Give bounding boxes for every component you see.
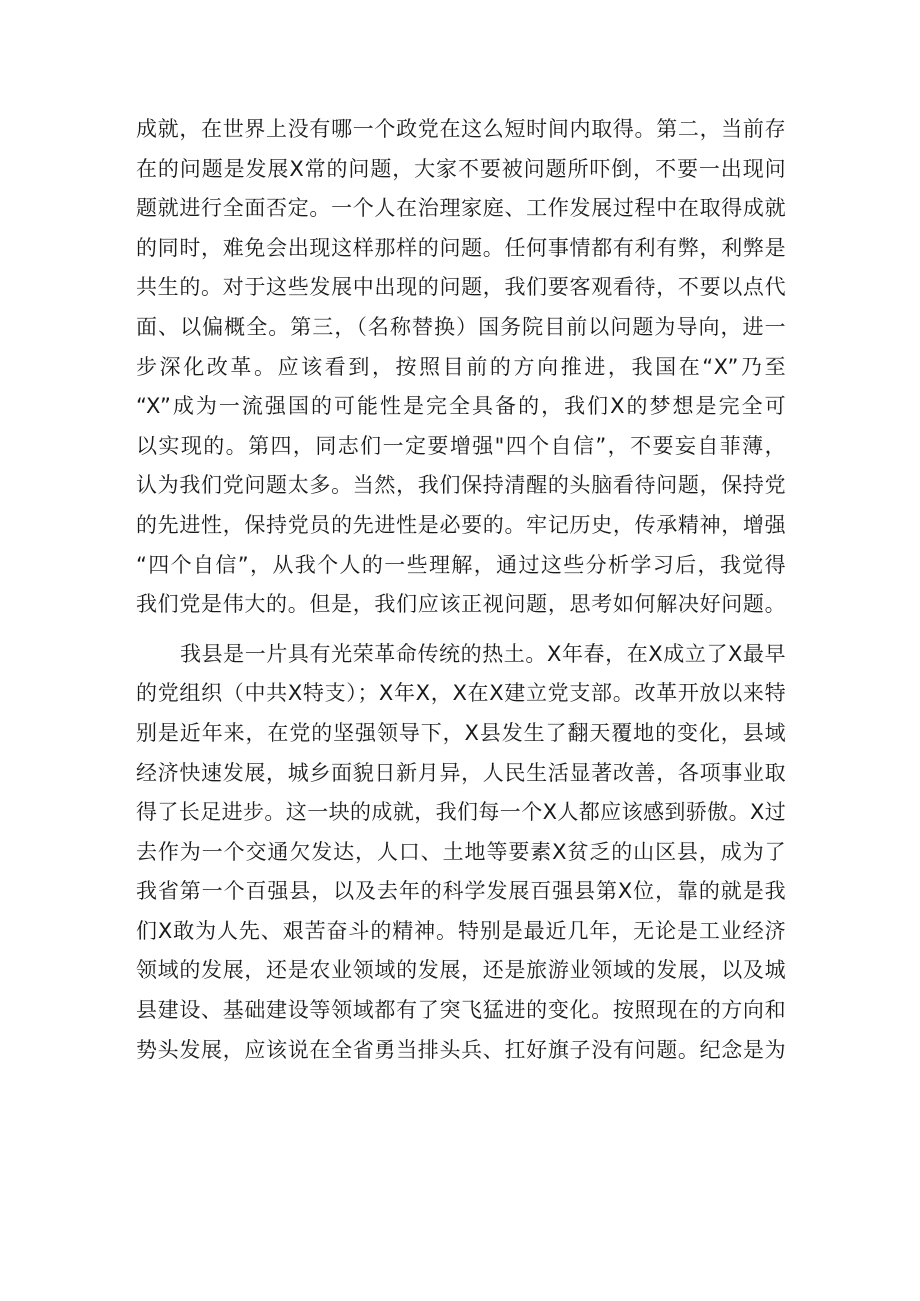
text-line: “X”成为一流强国的可能性是完全具备的，我们X的梦想是完全可 [136,394,786,419]
text-line: 我县是一片具有光荣革命传统的热土。X年春，在X成立了X最早 [180,641,786,666]
text-line: 步深化改革。应该看到，按照目前的方向推进，我国在“X”乃至 [136,354,786,379]
text-line: 成就，在世界上没有哪一个政党在这么短时间内取得。第二，当前存 [136,117,786,141]
text-line: 经济快速发展，城乡面貌日新月异，人民生活显著改善，各项事业取 [136,760,786,785]
paragraph-spacer [136,625,786,635]
text-line: 得了长足进步。这一块的成就，我们每一个X人都应该感到骄傲。X过 [136,800,787,825]
text-line: 领域的发展，还是农业领域的发展，还是旅游业领域的发展，以及城 [136,958,786,983]
document-body [136,110,786,1070]
text-line: 的党组织（中共X特支）；X年X，X在X建立党支部。改革开放以来特 [136,681,786,706]
text-line: 在的问题是发展X常的问题，大家不要被问题所吓倒，不要一出现问 [136,156,786,181]
text-line: 别是近年来，在党的坚强领导下，X县发生了翻天覆地的变化，县域 [136,720,786,745]
text-line: 我们党是伟大的。但是，我们应该正视问题，思考如何解决好问题。 [136,592,786,617]
text-line: 我省第一个百强县，以及去年的科学发展百强县第X位，靠的就是我 [136,879,786,904]
text-line: 的同时，难免会出现这样那样的问题。任何事情都有利有弊，利弊是 [136,235,786,260]
text-line: 县建设、基础建设等领域都有了突飞猛进的变化。按照现在的方向和 [136,998,786,1023]
paragraph-1 [136,110,786,625]
text-line: 势头发展，应该说在全省勇当排头兵、扛好旗子没有问题。纪念是为 [136,1037,786,1062]
text-line: 的先进性，保持党员的先进性是必要的。牢记历史，传承精神，增强 [136,512,786,537]
text-line: “四个自信”，从我个人的一些理解，通过这些分析学习后，我觉得 [136,552,786,577]
text-line: 题就进行全面否定。一个人在治理家庭、工作发展过程中在取得成就 [136,196,786,221]
text-line: 面、以偏概全。第三，（名称替换）国务院目前以问题为导向，进一 [136,314,786,339]
text-line: 去作为一个交通欠发达，人口、土地等要素X贫乏的山区县，成为了 [136,839,786,864]
text-line: 以实现的。第四，同志们一定要增强"四个自信”，不要妄自菲薄， [136,433,786,458]
paragraph-2 [136,635,786,1071]
text-line: 认为我们党问题太多。当然，我们保持清醒的头脑看待问题，保持党 [136,473,786,498]
text-line: 共生的。对于这些发展中出现的问题，我们要客观看待，不要以点代 [136,275,786,300]
text-line: 们X敢为人先、艰苦奋斗的精神。特别是最近几年，无论是工业经济 [136,918,786,943]
